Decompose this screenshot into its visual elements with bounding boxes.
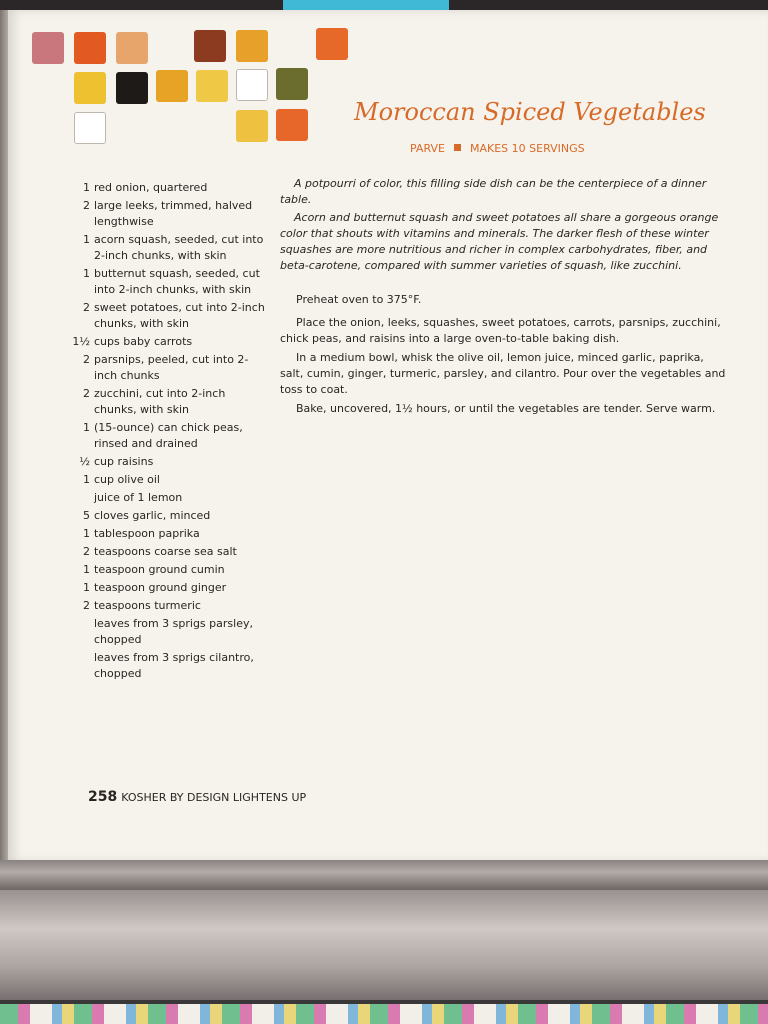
ingredient-quantity: 2	[83, 387, 90, 400]
ingredient-item	[70, 562, 270, 578]
ingredient-text: red onion, quartered	[94, 181, 208, 194]
ingredient-quantity	[70, 650, 94, 682]
ingredient-text: teaspoons coarse sea salt	[94, 545, 237, 558]
page-footer	[88, 789, 306, 805]
ingredient-quantity: 1	[83, 527, 90, 540]
ingredient-item	[70, 598, 270, 614]
ingredient-quantity: 1	[83, 181, 90, 194]
swatch	[156, 70, 188, 102]
ingredient-item	[70, 300, 270, 332]
intro-paragraph: Acorn and butternut squash and sweet potatoes all share a gorgeous orange color that shouts with vitamins and minerals. The darker flesh of these winter squashes are more nutritious and richer in complex carbohydrates, fiber, and beta-carotene, compared with summer varieties of squash, like zucchini.	[280, 211, 719, 272]
ingredient-item	[70, 472, 270, 488]
recipe-steps	[280, 292, 730, 420]
ingredient-quantity: 1	[83, 267, 90, 280]
swatch	[116, 32, 148, 64]
ingredient-text: tablespoon paprika	[94, 527, 200, 540]
ingredient-quantity: 2	[83, 599, 90, 612]
ingredient-quantity: 1	[83, 563, 90, 576]
ingredient-item	[70, 232, 270, 264]
swatch	[236, 69, 268, 101]
intro-paragraph: A potpourri of color, this filling side dish can be the centerpiece of a dinner table.	[280, 177, 707, 206]
ingredient-text: large leeks, trimmed, halved lengthwise	[94, 199, 253, 228]
ingredient-text: butternut squash, seeded, cut into 2-inch chunks, with skin	[94, 267, 260, 296]
swatch	[116, 72, 148, 104]
page-tab-marker	[283, 0, 449, 10]
ingredient-text: juice of 1 lemon	[94, 491, 183, 504]
ingredient-text: teaspoon ground ginger	[94, 581, 227, 594]
book-edge	[0, 860, 768, 890]
ingredient-quantity: 2	[83, 545, 90, 558]
category-label: PARVE	[410, 142, 445, 155]
ingredient-item	[70, 352, 270, 384]
swatch	[316, 28, 348, 60]
swatch	[74, 112, 106, 144]
ingredient-item	[70, 420, 270, 452]
ingredient-quantity: 1	[83, 473, 90, 486]
ingredient-item	[70, 386, 270, 418]
ingredient-text: parsnips, peeled, cut into 2-inch chunks	[94, 353, 249, 382]
floral-fabric-background	[0, 1004, 768, 1024]
ingredient-item	[70, 544, 270, 560]
ingredient-item	[70, 508, 270, 524]
ingredient-quantity: 2	[83, 301, 90, 314]
ingredient-text: teaspoons turmeric	[94, 599, 201, 612]
swatch	[196, 70, 228, 102]
ingredient-item	[70, 650, 270, 682]
book-cover-below	[0, 890, 768, 1000]
swatch	[236, 30, 268, 62]
ingredient-text: sweet potatoes, cut into 2-inch chunks, with skin	[94, 301, 265, 330]
ingredient-quantity: 5	[83, 509, 90, 522]
swatch	[276, 109, 308, 141]
ingredient-quantity	[70, 616, 94, 648]
step-paragraph: In a medium bowl, whisk the olive oil, lemon juice, minced garlic, paprika, salt, cumin, ginger, turmeric, parsley, and cilantro. Pour over the vegetables and toss to coat.	[280, 351, 726, 396]
ingredient-text: zucchini, cut into 2-inch chunks, with skin	[94, 387, 226, 416]
swatch	[74, 32, 106, 64]
ingredient-item	[70, 580, 270, 596]
swatch	[74, 72, 106, 104]
recipe-title: Moroccan Spiced Vegetables	[354, 98, 706, 126]
ingredient-quantity: 1	[83, 233, 90, 246]
ingredient-item	[70, 526, 270, 542]
ingredient-quantity: ½	[79, 455, 90, 468]
recipe-intro	[280, 176, 730, 276]
ingredient-quantity: 2	[83, 353, 90, 366]
ingredient-text: teaspoon ground cumin	[94, 563, 225, 576]
ingredient-text: cloves garlic, minced	[94, 509, 211, 522]
ingredient-text: cup raisins	[94, 455, 154, 468]
ingredient-quantity: 1½	[72, 335, 90, 348]
ingredient-item	[70, 334, 270, 350]
ingredient-text: leaves from 3 sprigs cilantro, chopped	[94, 651, 254, 680]
ingredient-quantity: 1	[83, 421, 90, 434]
step-paragraph: Bake, uncovered, 1½ hours, or until the vegetables are tender. Serve warm.	[296, 402, 716, 415]
ingredient-item	[70, 198, 270, 230]
ingredient-quantity: 1	[83, 581, 90, 594]
page-number: 258	[88, 789, 118, 805]
swatch	[236, 110, 268, 142]
servings-label: MAKES 10 SERVINGS	[469, 142, 585, 155]
step-paragraph: Preheat oven to 375°F.	[296, 293, 422, 306]
ingredient-text: (15-ounce) can chick peas, rinsed and drained	[94, 421, 243, 450]
ingredient-item	[70, 454, 270, 470]
ingredient-quantity: 2	[83, 199, 90, 212]
ingredient-item	[70, 266, 270, 298]
ingredient-item	[70, 490, 270, 506]
swatch	[194, 30, 226, 62]
ingredient-text: cup olive oil	[94, 473, 160, 486]
recipe-subtitle	[410, 142, 585, 155]
ingredient-item	[70, 616, 270, 648]
book-title: KOSHER BY DESIGN LIGHTENS UP	[121, 791, 307, 804]
square-bullet-icon	[454, 144, 461, 151]
ingredient-text: acorn squash, seeded, cut into 2-inch chunks, with skin	[94, 233, 264, 262]
ingredient-list	[70, 180, 270, 684]
ingredient-quantity	[70, 490, 94, 506]
ingredient-item	[70, 180, 270, 196]
ingredient-text: cups baby carrots	[94, 335, 193, 348]
step-paragraph: Place the onion, leeks, squashes, sweet potatoes, carrots, parsnips, zucchini, chick peas, and raisins into a large oven-to-table baking dish.	[280, 316, 721, 345]
ingredient-text: leaves from 3 sprigs parsley, chopped	[94, 617, 253, 646]
swatch	[32, 32, 64, 64]
swatch	[276, 68, 308, 100]
